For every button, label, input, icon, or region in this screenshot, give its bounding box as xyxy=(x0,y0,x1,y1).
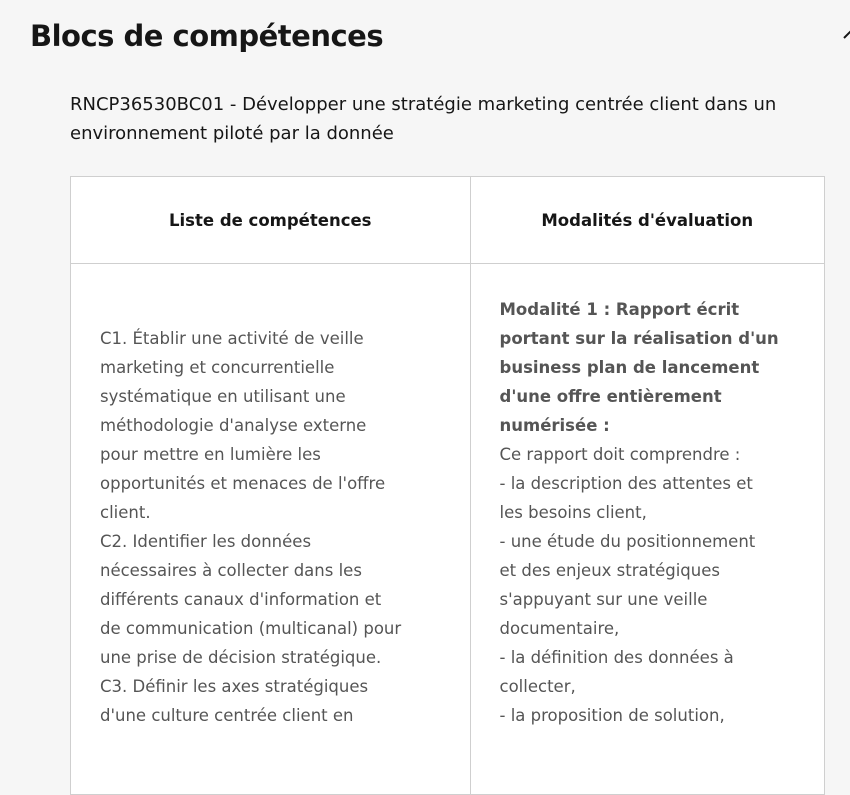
modalite-line: - la proposition de solution, xyxy=(499,706,725,725)
bloc-heading-line-2: environnement piloté par la donnée xyxy=(70,123,394,144)
competences-cell xyxy=(71,264,471,795)
competences-table xyxy=(70,176,825,795)
header-competences: Liste de compétences xyxy=(71,177,471,264)
modalite-title-line: portant sur la réalisation d'un xyxy=(499,329,779,348)
competence-line: méthodologie d'analyse externe xyxy=(100,416,367,435)
competence-line: nécessaires à collecter dans les xyxy=(100,561,362,580)
competence-line: d'une culture centrée client en xyxy=(100,706,354,725)
modalite-title-line: business plan de lancement xyxy=(499,358,760,377)
competence-line: opportunités et menaces de l'offre xyxy=(100,474,386,493)
bloc-heading-line-1: RNCP36530BC01 - Développer une stratégie marketing centrée client dans un xyxy=(70,94,777,115)
modalite-line: - la description des attentes et xyxy=(499,474,753,493)
modalite-title-line: numérisée : xyxy=(499,416,610,435)
competence-line: pour mettre en lumière les xyxy=(100,445,321,464)
modalite-line: documentaire, xyxy=(499,619,620,638)
header-modalites: Modalités d'évaluation xyxy=(470,177,824,264)
modalite-line: collecter, xyxy=(499,677,576,696)
modalite-title-line: d'une offre entièrement xyxy=(499,387,722,406)
modalite-line: les besoins client, xyxy=(499,503,647,522)
competence-line: différents canaux d'information et xyxy=(100,590,382,609)
competence-line: C1. Établir une activité de veille xyxy=(100,329,364,348)
modalite-line: Ce rapport doit comprendre : xyxy=(499,445,741,464)
modalite-line: s'appuyant sur une veille xyxy=(499,590,708,609)
chevron-up-icon xyxy=(843,30,850,39)
competence-line: systématique en utilisant une xyxy=(100,387,346,406)
table-header-row xyxy=(71,177,825,264)
modalite-line: - une étude du positionnement xyxy=(499,532,756,551)
competence-line: de communication (multicanal) pour xyxy=(100,619,402,638)
modalites-cell xyxy=(470,264,824,795)
modalite-line: et des enjeux stratégiques xyxy=(499,561,720,580)
bloc-heading xyxy=(70,90,810,148)
competence-line: C3. Définir les axes stratégiques xyxy=(100,677,369,696)
table-row xyxy=(71,264,825,795)
collapse-toggle-button[interactable] xyxy=(838,14,850,44)
competence-line: une prise de décision stratégique. xyxy=(100,648,382,667)
competence-line: marketing et concurrentielle xyxy=(100,358,335,377)
modalite-line: - la définition des données à xyxy=(499,648,734,667)
competence-line: C2. Identifier les données xyxy=(100,532,312,551)
competence-line: client. xyxy=(100,503,151,522)
section-title: Blocs de compétences xyxy=(30,19,384,53)
modalite-title-line: Modalité 1 : Rapport écrit xyxy=(499,300,740,319)
